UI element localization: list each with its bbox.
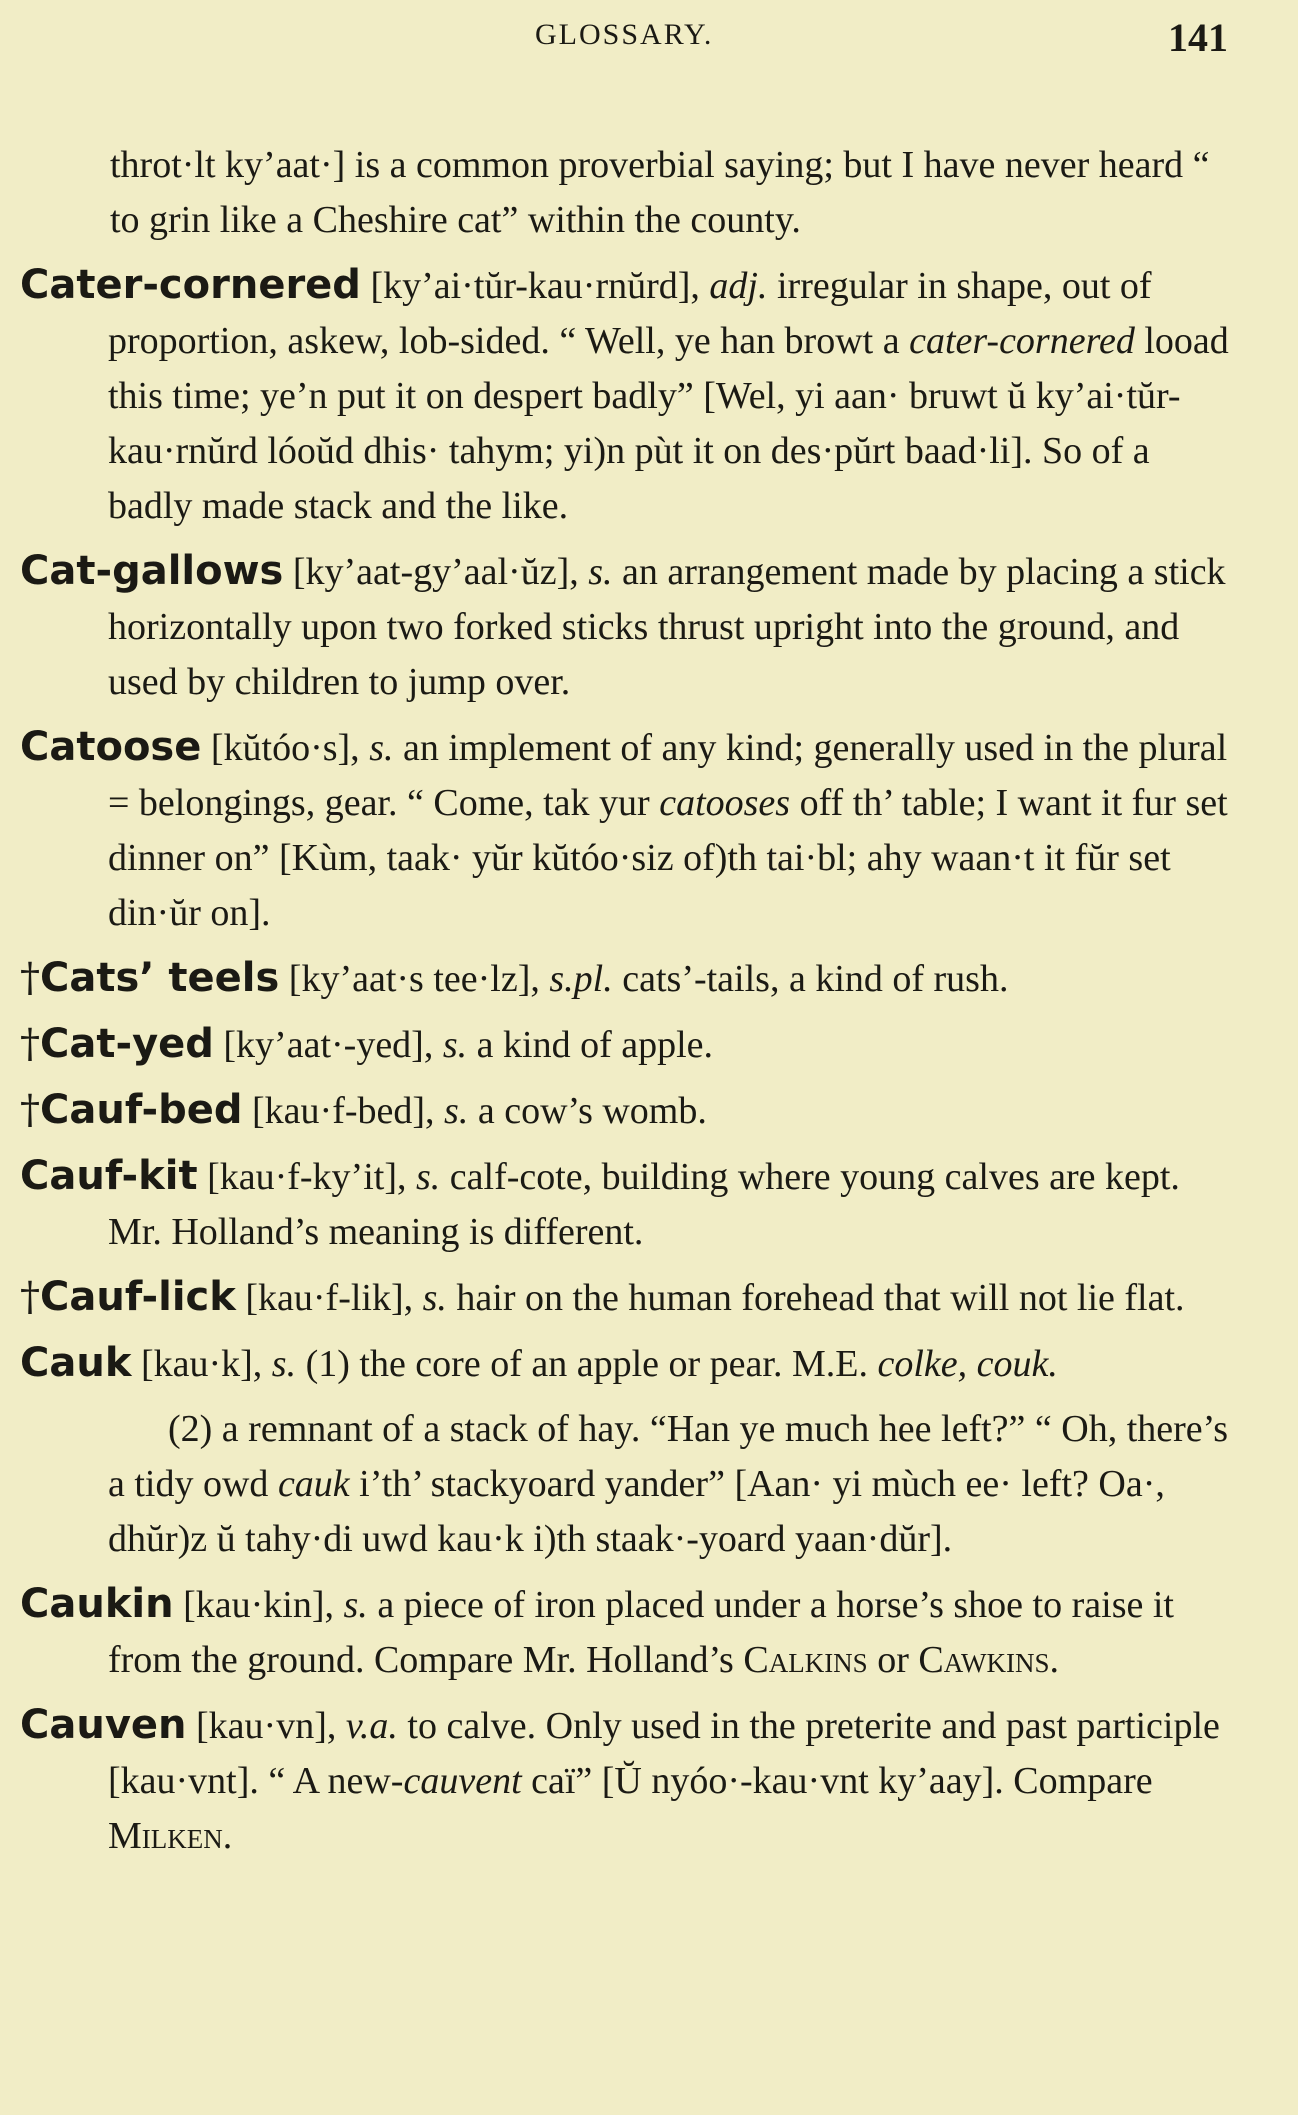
entry-headword: Cauk	[20, 1340, 132, 1386]
entry-text: an implement of any kind; generally used in the plural = belongings, gear. “ Come, tak yur	[108, 727, 1228, 824]
glossary-entry	[20, 258, 1230, 534]
entry-text: a cow’s womb.	[468, 1090, 707, 1132]
entry-text: [ky’aat·-yed],	[213, 1024, 443, 1066]
glossary-entry	[20, 1149, 1230, 1260]
entry-text: [kau·f-bed],	[242, 1090, 445, 1132]
entry-text: i’th’ stackyoard yander” [Aan· yi mùch ee· left? Oa·, dhŭr)z ŭ tahy·di uwd kau·k i)th staak·-yoard yaan·dŭr].	[108, 1463, 1165, 1560]
small-caps-text: Milken.	[108, 1815, 233, 1857]
italic-text: s.pl.	[549, 958, 613, 1000]
continuation-paragraph: throt·lt ky’aat·] is a common proverbial saying; but I have never heard “ to grin like a Cheshire cat” within the county.	[110, 144, 1210, 241]
dagger-mark: †	[20, 1087, 40, 1133]
entry-text: [kau·k],	[131, 1343, 272, 1385]
entry-text: [ky’aat-gy’aal·ŭz],	[283, 551, 589, 593]
glossary-entry	[20, 1083, 1230, 1139]
small-caps-text: Cawkins.	[918, 1639, 1060, 1681]
glossary-body	[20, 100, 1230, 1874]
entry-headword: Cauven	[20, 1702, 187, 1748]
entry-headword: Cauf-kit	[20, 1153, 198, 1199]
italic-text: s.	[415, 1156, 441, 1198]
italic-text: colke, couk.	[877, 1343, 1058, 1385]
italic-text: cauvent	[403, 1760, 522, 1802]
entry-text: caï” [Ŭ nyóo·-kau·vnt ky’aay]. Compare	[521, 1760, 1153, 1802]
glossary-entry	[20, 1698, 1230, 1864]
entry-text: a piece of iron placed under a horse’s shoe to raise it from the ground. Compare Mr. Holland’s	[108, 1584, 1174, 1681]
glossary-entry	[20, 951, 1230, 1007]
italic-text: catooses	[659, 782, 791, 824]
entry-headword: Catoose	[20, 724, 202, 770]
glossary-entry	[20, 1577, 1230, 1688]
entry-text: cats’-tails, a kind of rush.	[612, 958, 1009, 1000]
entry-text: [ky’ai·tŭr-kau·rnŭrd],	[360, 265, 710, 307]
entry-headword: Cat-gallows	[20, 548, 284, 594]
entry-text: or	[867, 1639, 919, 1681]
running-head	[0, 14, 1298, 64]
entry-text: [kau·f-ky’it],	[197, 1156, 416, 1198]
italic-text: cauk	[277, 1463, 350, 1505]
glossary-entry	[20, 1017, 1230, 1073]
italic-text: s.	[444, 1090, 469, 1132]
glossary-entry	[20, 1270, 1230, 1326]
dagger-mark: †	[20, 955, 40, 1001]
entry-text: a kind of apple.	[467, 1024, 714, 1066]
entry-text: off th’ table; I want it fur set dinner on” [Kùm, taak· yŭr kŭtóo·siz of)th tai·bl; ahy waan·t it fŭr set din·ŭr on].	[108, 782, 1228, 934]
italic-text: s.	[343, 1584, 368, 1626]
entry-text: [kau·kin],	[173, 1584, 344, 1626]
entry-text: [ky’aat·s tee·lz],	[279, 958, 550, 1000]
running-title: GLOSSARY.	[535, 18, 714, 51]
entry-text: looad this time; ye’n put it on despert badly” [Wel, yi aan· bruwt ŭ ky’ai·tŭr-kau·rnŭrd lóoŭd dhis· tahym; yi)n pùt it on des·pŭrt baad·li]. So of a badly made stack and the like.	[108, 320, 1229, 527]
italic-text: s.	[271, 1343, 297, 1385]
italic-text: s.	[442, 1024, 468, 1066]
glossary-entry	[20, 720, 1230, 941]
italic-text: s.	[369, 727, 394, 769]
entry-text: to calve. Only used in the preterite and past participle [kau·vnt]. “ A new-	[108, 1705, 1220, 1802]
entry-text: (2) a remnant of a stack of hay. “Han ye much hee left?” “ Oh, there’s a tidy owd	[108, 1408, 1228, 1505]
entry-text: [kŭtóo·s],	[201, 727, 370, 769]
entry-text: an arrangement made by placing a stick horizontally upon two forked sticks thrust upright into the ground, and used by children to jump over.	[108, 551, 1226, 703]
entry-headword: Cauf-lick	[40, 1274, 236, 1320]
entry-text: (1) the core of an apple or pear. M.E.	[296, 1343, 878, 1385]
entry-text: hair on the human forehead that will not lie flat.	[446, 1277, 1185, 1319]
entry-headword: Cauf-bed	[40, 1087, 243, 1133]
italic-text: adj.	[709, 265, 768, 307]
entry-text: calf-cote, building where young calves are kept. Mr. Holland’s meaning is different.	[108, 1156, 1180, 1253]
entry-text: irregular in shape, out of proportion, askew, lob-sided. “ Well, ye han browt a	[108, 265, 1152, 362]
italic-text: s.	[588, 551, 613, 593]
page-number: 141	[1168, 15, 1228, 60]
italic-text: cater-cornered	[909, 320, 1135, 362]
small-caps-text: Calkins	[743, 1639, 868, 1681]
entry-subsense	[20, 1402, 1230, 1567]
entry-headword: Cats’ teels	[40, 955, 280, 1001]
entry-text: [kau·vn],	[186, 1705, 346, 1747]
dagger-mark: †	[20, 1274, 40, 1320]
glossary-entry	[20, 544, 1230, 710]
italic-text: v.a.	[345, 1705, 398, 1747]
entry-headword: Cater-cornered	[20, 262, 361, 308]
entry-headword: Caukin	[20, 1581, 174, 1627]
entry-text: [kau·f-lik],	[235, 1277, 423, 1319]
italic-text: s.	[422, 1277, 447, 1319]
dagger-mark: †	[20, 1021, 40, 1067]
glossary-entry	[20, 1336, 1230, 1392]
entry-headword: Cat-yed	[40, 1021, 214, 1067]
